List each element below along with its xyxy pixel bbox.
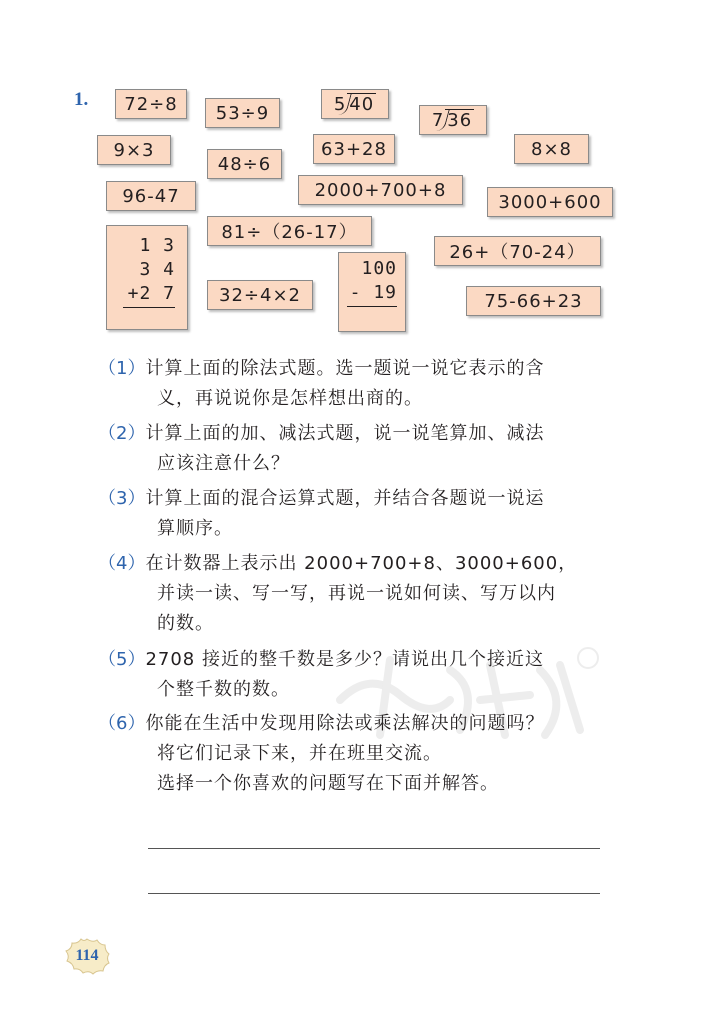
subtrahend: - 19 (349, 282, 397, 303)
subquestion-label: （4） (98, 553, 146, 574)
sum-line (123, 307, 175, 308)
long-division (432, 110, 474, 131)
expression-card: 9×3 (97, 135, 171, 165)
expression-card: 8×8 (514, 134, 589, 164)
page-number-badge (63, 937, 111, 975)
subquestion-text: 计算上面的混合运算式题，并结合各题说一说运 (145, 488, 545, 509)
subquestion-label: （2） (98, 423, 146, 444)
subquestion-text: 义，再说说你是怎样想出商的。 (157, 388, 423, 409)
addend: +2 7 (127, 283, 175, 304)
subquestion-text: 并读一读、写一写，再说一说如何读、写万以内 (157, 583, 556, 604)
subquestion-text: 你能在生活中发现用除法或乘法解决的问题吗？ (145, 713, 545, 734)
expression-card: 75-66+23 (466, 286, 601, 316)
subquestion-text: 的数。 (157, 613, 214, 634)
subquestion-label: （3） (98, 488, 146, 509)
expression-card: 63+28 (313, 134, 395, 164)
subquestion-label: （1） (98, 358, 146, 379)
expression-card: 96-47 (106, 181, 196, 211)
subquestion-2 (98, 419, 544, 479)
subquestion-text: 2708 接近的整千数是多少？请说出几个接近这 (145, 649, 544, 670)
expression-card: 53÷9 (205, 98, 280, 128)
divisor: 7 (431, 109, 445, 131)
divisor: 5 (333, 93, 347, 115)
dividend: 40 (349, 93, 375, 115)
long-division-card (321, 89, 389, 119)
expression-card: 2000+700+8 (298, 175, 463, 205)
answer-line (148, 848, 600, 849)
question-number: 1. (74, 89, 89, 110)
subquestion-label: （5） (98, 649, 146, 670)
long-division (334, 94, 376, 115)
answer-line (148, 893, 600, 894)
subquestion-text: 在计数器上表示出 2000+700+8、3000+600， (145, 553, 578, 574)
expression-card: 48÷6 (207, 149, 282, 179)
subquestion-text: 个整千数的数。 (157, 679, 290, 700)
expression-card: 26+（70-24） (434, 236, 601, 266)
difference-line (347, 306, 397, 307)
long-division-card (419, 105, 487, 135)
expression-card: 3000+600 (487, 187, 613, 217)
minuend: 100 (361, 258, 397, 279)
subquestion-text: 应该注意什么？ (157, 453, 290, 474)
addend: 1 3 (139, 235, 175, 256)
subquestion-1 (98, 354, 544, 414)
subquestion-text: 计算上面的除法式题。选一题说一说它表示的含 (145, 358, 545, 379)
subquestion-text: 将它们记录下来，并在班里交流。 (157, 743, 442, 764)
dividend: 36 (447, 109, 473, 131)
subquestion-4 (98, 549, 577, 639)
expression-card: 81÷（26-17） (207, 216, 372, 246)
subquestion-3 (98, 484, 544, 544)
subquestion-text: 算顺序。 (157, 518, 233, 539)
expression-card: 72÷8 (115, 89, 187, 119)
expression-card: 32÷4×2 (207, 280, 313, 310)
page-number: 114 (75, 947, 99, 964)
vertical-addition-card (106, 225, 188, 330)
publisher-watermark-icon (330, 640, 600, 750)
subquestion-label: （6） (98, 713, 146, 734)
vertical-subtraction-card (338, 252, 406, 332)
addend: 3 4 (139, 259, 175, 280)
subquestion-text: 选择一个你喜欢的问题写在下面并解答。 (157, 773, 499, 794)
subquestion-text: 计算上面的加、减法式题，说一说笔算加、减法 (145, 423, 545, 444)
